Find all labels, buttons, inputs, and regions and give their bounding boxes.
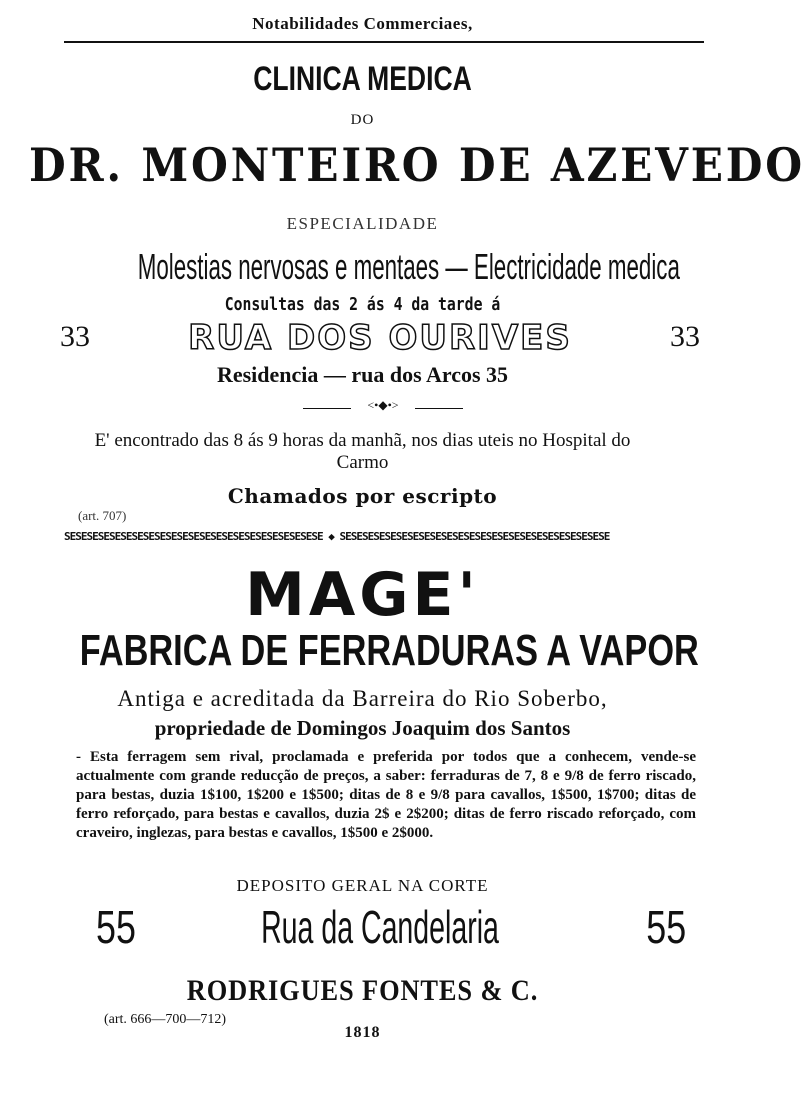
clinic-do: DO [350, 112, 375, 128]
factory-description: - Esta ferragem sem rival, proclamada e preferida por todos que a conhecem, vende-se actualmente com grande reducção de preços, a saber: ferraduras de 7, 8 e 9/8 de ferro riscado, para bestas, duzia 1$100, 1$200 e 1$500; ditas de 8 e 9/8 para cavallos, 1$500, 1$700; ditas de ferro reforçado, para bestas e cavallos, duzia 2$ e 2$200; ditas de ferro riscado reforçado, com craveiro, inglezas, para bestas e cavallos, 1$500 e 2$000. [76, 749, 696, 841]
ornamental-border: SESESESESESESESESESESESESESESESESESESESESESESE ◆ SESESESESESESESESESESESESESESESESESESESESESESESE [64, 530, 610, 543]
clinic-address [60, 320, 700, 360]
specialty-label: ESPECIALIDADE [286, 214, 439, 233]
deposit-label: DEPOSITO GERAL NA CORTE [236, 876, 489, 895]
factory-subtitle: Antiga e acreditada da Barreira do Rio Soberbo, [117, 686, 608, 711]
specialty-text: Molestias nervosas e mentaes — Electricidade medica [137, 246, 680, 287]
found-hours [0, 430, 725, 474]
art-reference: (art. 707) [78, 508, 127, 523]
brand-mage: MAGE' [245, 560, 480, 630]
residence: Residencia — rua dos Arcos 35 [216, 362, 509, 387]
factory-owner: propriedade de Domingos Joaquim dos Santos [154, 716, 571, 740]
factory-title: FABRICA DE FERRADURAS A VAPOR [79, 626, 699, 675]
address-number-right: 33 [670, 320, 700, 353]
calls-note: Chamados por escripto [227, 484, 498, 508]
address-street: RUA DOS OURIVES [188, 318, 572, 358]
deposit-address [60, 900, 700, 960]
art-reference-2: (art. 666—700—712) [104, 1012, 227, 1027]
page-header: Notabilidades Commerciaes, [252, 14, 473, 33]
clinic-title: CLINICA MEDICA [253, 60, 472, 98]
ornament-divider [303, 398, 463, 416]
ornament-glyph: <•◆•> [367, 398, 399, 412]
address-number-left: 33 [60, 320, 90, 353]
company-name: RODRIGUES FONTES & C. [186, 974, 539, 1007]
doctor-name: DR. MONTEIRO DE AZEVEDO [29, 138, 805, 192]
deposit-number-right: 55 [646, 901, 686, 953]
year: 1818 [344, 1024, 381, 1041]
found-hours-text: E' encontrado das 8 ás 9 horas da manhã, nos dias uteis no Hospital do Carmo [94, 430, 631, 473]
deposit-street: Rua da Candelaria [261, 901, 499, 953]
consultation-hours: Consultas das 2 ás 4 da tarde á [224, 294, 501, 315]
deposit-number-left: 55 [96, 901, 136, 953]
header-rule [64, 41, 704, 43]
